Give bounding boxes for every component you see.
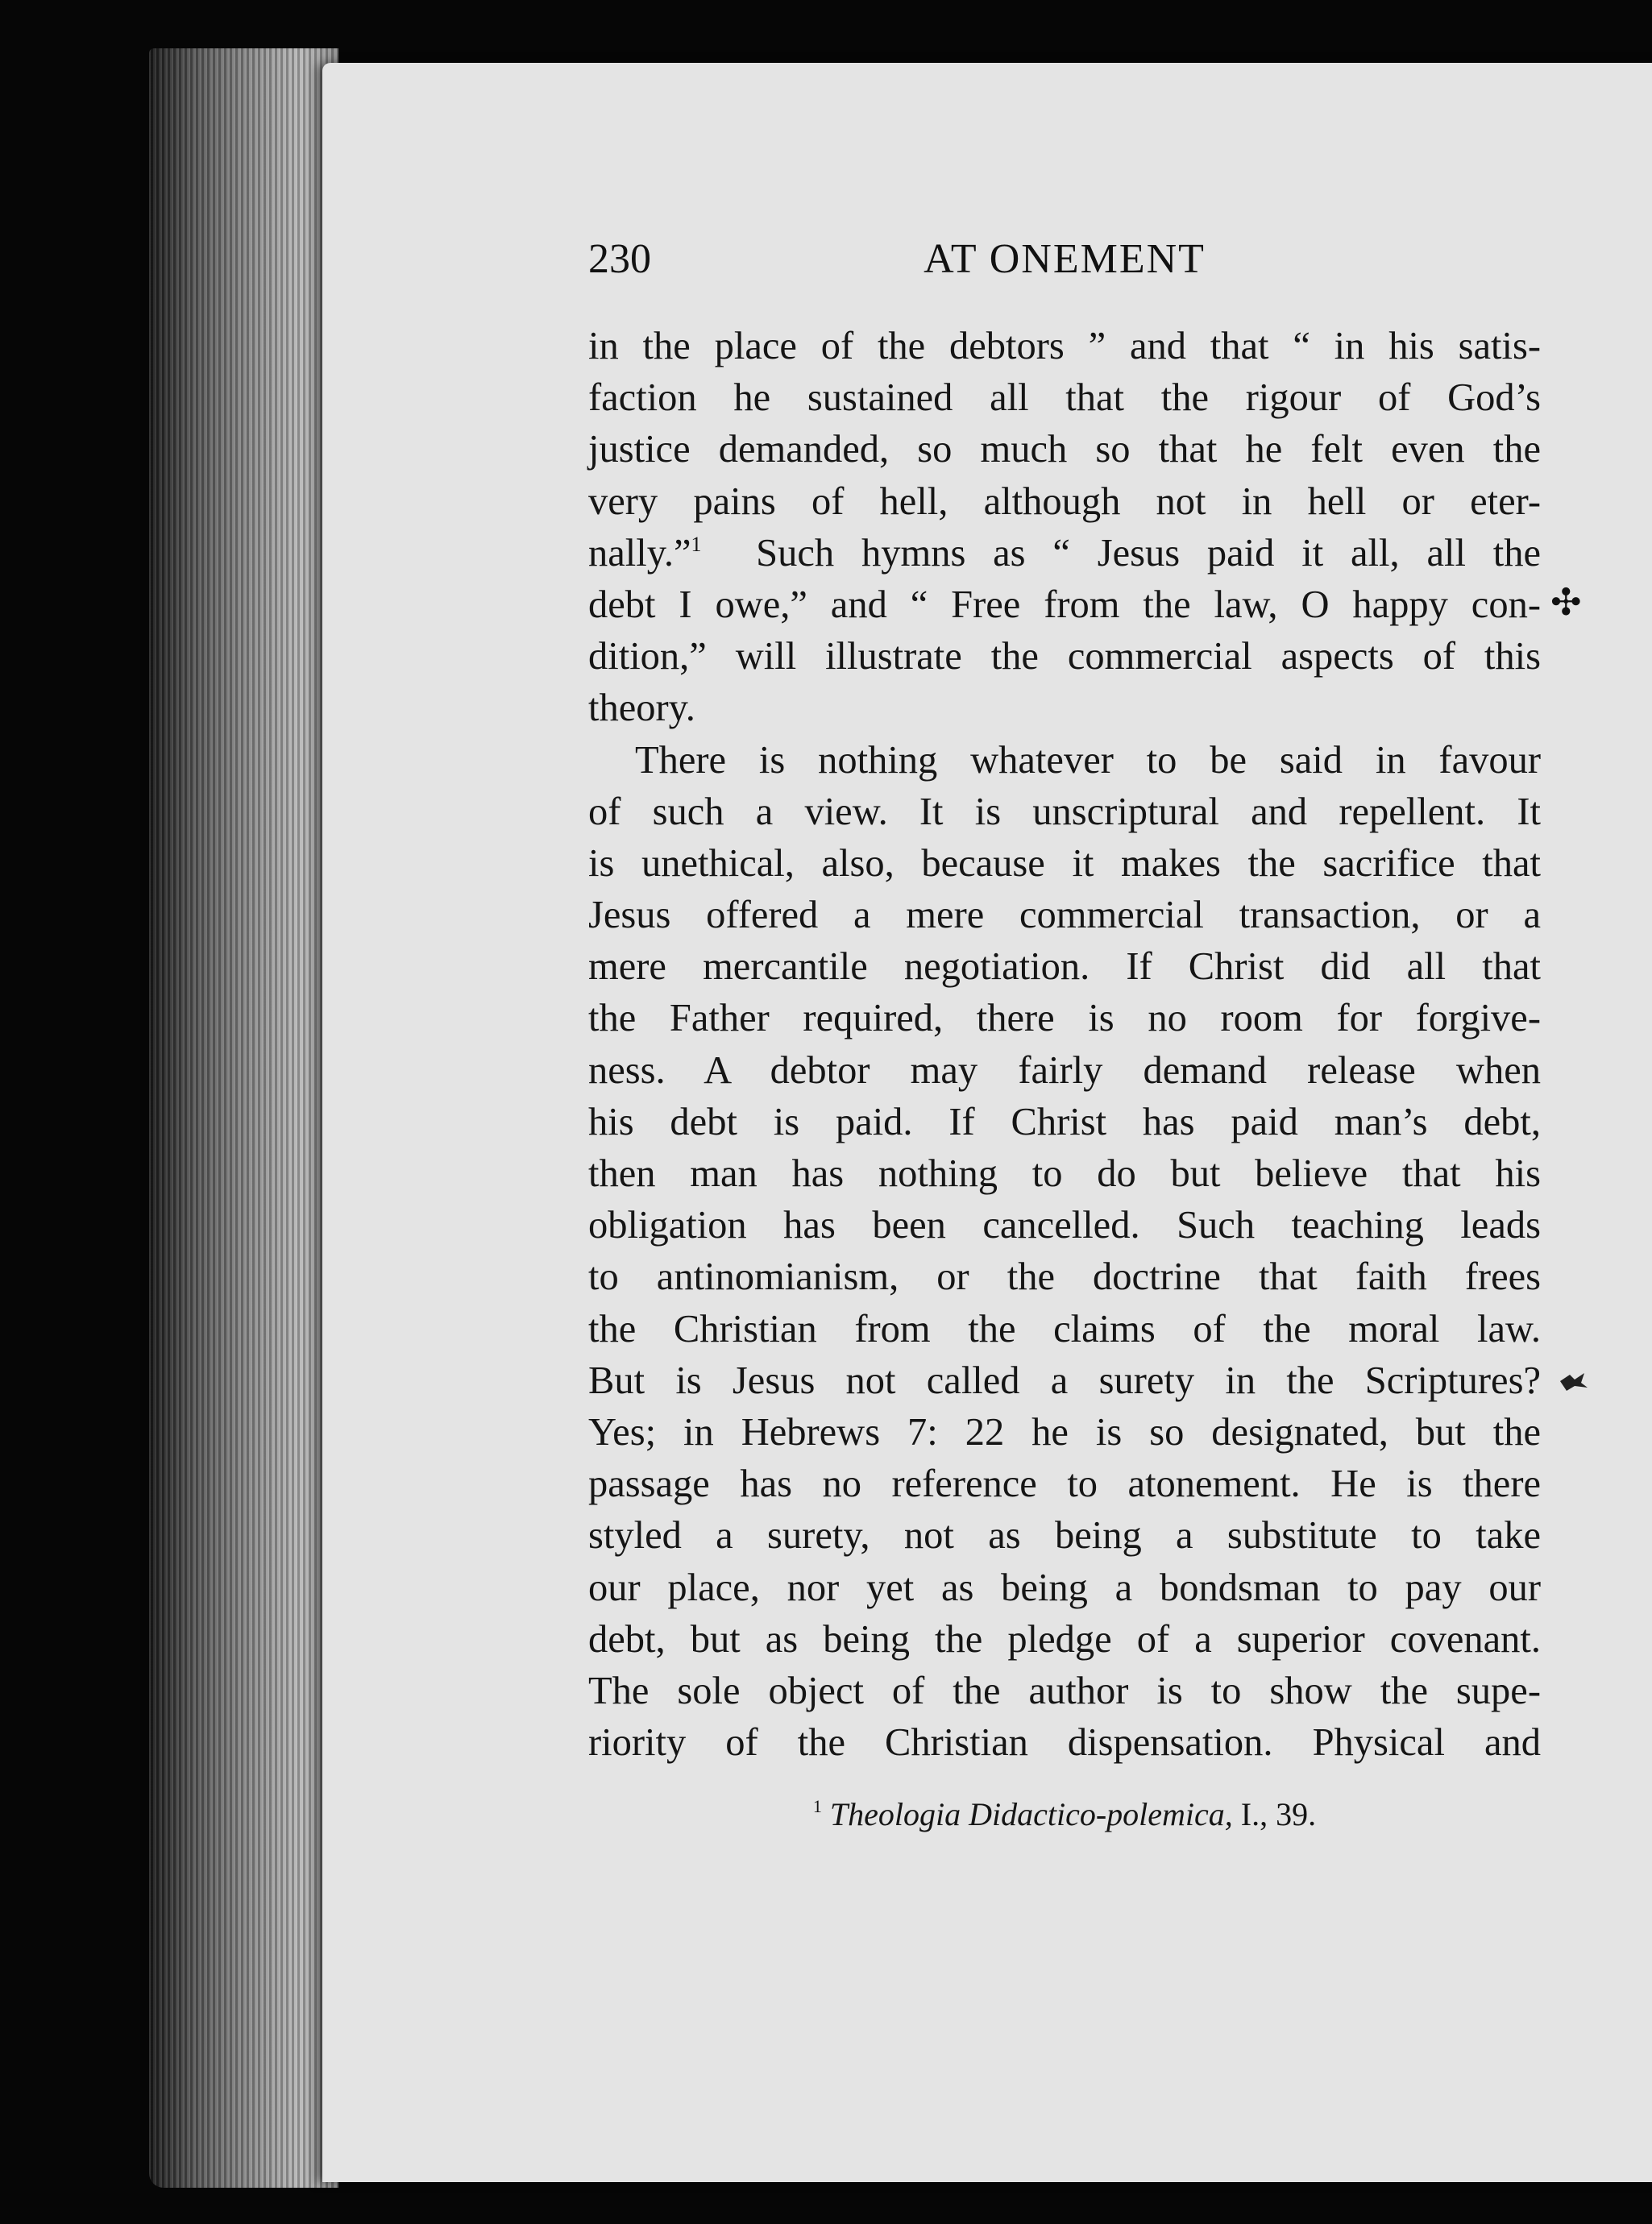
text-line: There is nothing whatever to be said in favour [635,738,1541,782]
footnote-marker: 1 [812,1796,822,1816]
text-line: his debt is paid. If Christ has paid man’s debt, [588,1100,1541,1143]
text-line: obligation has been cancelled. Such teaching leads [588,1204,1541,1247]
text-fragment: nally.” [588,531,691,575]
book-page-edges [149,48,338,2188]
running-title: AT ONEMENT [924,236,1206,282]
margin-mark-icon: ✣ [1550,580,1582,624]
text-line: is unethical, also, because it makes the sacrifice that [588,841,1541,885]
footnote-reference: 1 [691,532,702,556]
text-line: styled a surety, not as being a substitute to take [588,1514,1541,1558]
text-line: But is Jesus not called a surety in the Scriptures? [588,1359,1541,1402]
text-line: theory. [588,687,695,730]
footnote-ref: I., 39. [1240,1796,1317,1832]
margin-smudge-icon [1557,1370,1589,1394]
text-line: of such a view. It is unscriptural and repellent. It [588,790,1541,833]
body-text [588,321,1541,1769]
text-line: faction he sustained all that the rigour of God’s [588,376,1541,420]
page-header [588,235,1541,292]
text-line: justice demanded, so much so that he felt even the [588,428,1541,471]
text-line: in the place of the debtors ” and that “ in his satis- [588,325,1541,367]
text-line: mere mercantile negotiation. If Christ did all that [588,945,1541,989]
page-number: 230 [588,236,651,282]
footnote-title: Theologia Didactico-polemica, [829,1796,1233,1832]
text-line: our place, nor yet as being a bondsman to pay our [588,1566,1541,1609]
text-line: riority of the Christian dispensation. Physical and [588,1721,1541,1765]
footnote [588,1795,1541,1833]
text-line: debt I owe,” and “ Free from the law, O happy con- [588,583,1541,626]
text-line: to antinomianism, or the doctrine that faith frees [588,1255,1541,1299]
text-line: very pains of hell, although not in hell or eter- [588,479,1541,523]
text-fragment: Such hymns as “ Jesus paid it all, all the [756,531,1541,575]
text-line: passage has no reference to atonement. He is there [588,1463,1541,1506]
text-line: debt, but as being the pledge of a superior covenant. [588,1617,1541,1661]
text-line: ness. A debtor may fairly demand release when [588,1048,1541,1092]
text-line: then man has nothing to do but believe that his [588,1152,1541,1195]
text-line-with-footnote-ref [588,528,1541,579]
text-line: dition,” will illustrate the commercial aspects of this [588,635,1541,678]
text-line: The sole object of the author is to show the supe- [588,1669,1541,1712]
text-line: Jesus offered a mere commercial transaction, or a [588,894,1541,937]
text-line: Yes; in Hebrews 7: 22 he is so designated, but the [588,1410,1541,1454]
text-line: the Father required, there is no room for forgive- [588,997,1541,1040]
text-line: the Christian from the claims of the moral law. [588,1307,1541,1351]
